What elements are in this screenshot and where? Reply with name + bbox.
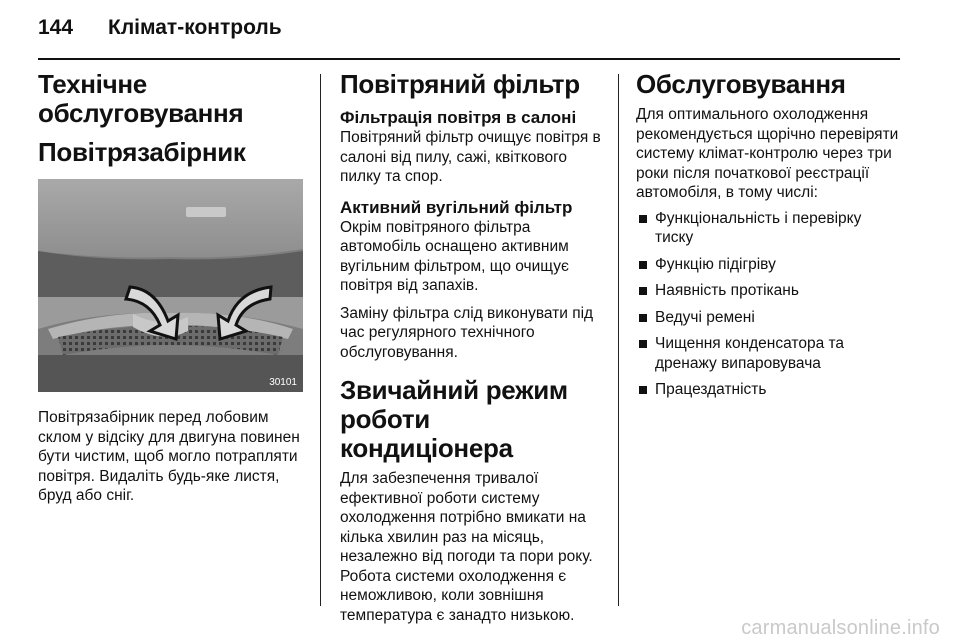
ac-normal-mode-title: Звичайний режим роботи кондиціонера	[340, 375, 568, 463]
carbon-filter-text: Окрім повітряного фільтра автомобіль оснащено активним вугільним фільтром, що очищує повітря від запахів.	[340, 218, 569, 294]
list-item: Наявність протікань	[636, 281, 901, 301]
cabin-filtration-heading: Фільтрація повітря в салоні	[340, 108, 577, 127]
page-number: 144	[38, 16, 74, 39]
left-column	[38, 70, 303, 506]
carbon-filter-heading: Активний вугільний фільтр	[340, 197, 573, 217]
maintenance-title: Технічне обслуговування	[38, 69, 244, 128]
cabin-filtration-text: Повітряний фільтр очищує повітря в салоні від пилу, сажі, квіткового пилку та спор.	[340, 129, 601, 185]
list-item: Ведучі ремені	[636, 308, 901, 328]
air-filter-title: Повітряний фільтр	[340, 69, 580, 99]
service-checklist	[636, 209, 901, 400]
column-divider-left	[320, 74, 321, 606]
watermark: carmanualsonline.info	[741, 617, 940, 639]
ac-normal-mode-text: Для забезпечення тривалої ефективної роботи систему охолодження потрібно вмикати на кілька хвилин раз на місяць, незалежно від погоди та пори року. Робота системи охолодження є неможливою, коли зовнішня температура є занадто низькою.	[340, 470, 593, 624]
bullet-icon	[639, 340, 647, 348]
middle-column	[340, 70, 605, 625]
list-item: Функцію підігріву	[636, 255, 901, 275]
air-intake-title: Повітрязабірник	[38, 137, 246, 167]
header-divider	[38, 58, 900, 60]
air-intake-illustration	[38, 179, 303, 392]
air-intake-figure	[38, 179, 303, 392]
bullet-icon	[639, 215, 647, 223]
bullet-icon	[639, 261, 647, 269]
bullet-icon	[639, 287, 647, 295]
right-column	[636, 70, 901, 407]
service-title: Обслуговування	[636, 69, 846, 99]
service-intro: Для оптимального охолодження рекомендується щорічно перевіряти систему клімат-контролю через три роки після початкової реєстрації автомобіля, в тому числі:	[636, 106, 899, 201]
air-intake-caption: Повітрязабірник перед лобовим склом у відсіку для двигуна повинен бути чистим, щоб могло потрапляти повітря. Видаліть будь-яке листя, бруд або сніг.	[38, 409, 300, 504]
bullet-icon	[639, 314, 647, 322]
chapter-title: Клімат-контроль	[108, 16, 282, 39]
list-item: Працездатність	[636, 380, 901, 400]
column-divider-right	[618, 74, 619, 606]
bullet-icon	[639, 386, 647, 394]
list-item: Чищення конденсатора та дренажу випаровувача	[636, 334, 901, 373]
filter-replacement-text: Заміну фільтра слід виконувати під час регулярного технічного обслуговування.	[340, 304, 594, 361]
list-item: Функціональність і перевірку тиску	[636, 209, 901, 248]
figure-id: 30101	[269, 377, 297, 388]
